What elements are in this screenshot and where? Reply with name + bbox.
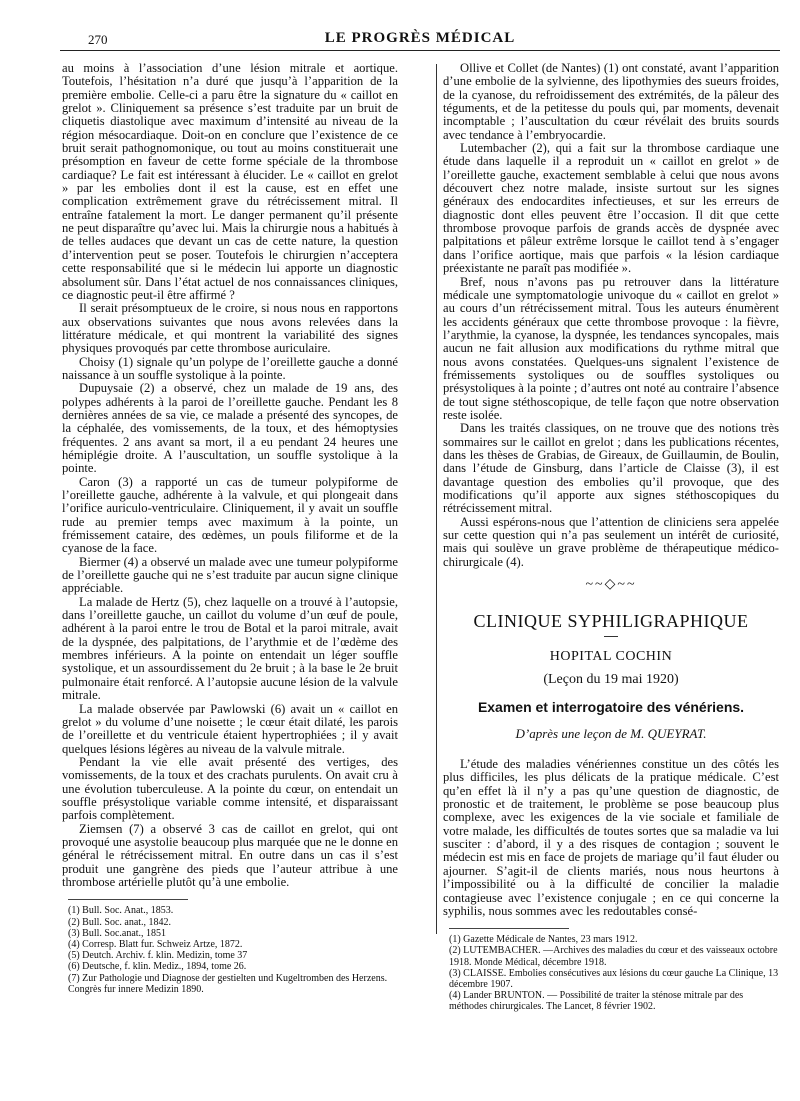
lecon-date: (Leçon du 19 mai 1920)	[543, 672, 679, 688]
paragraph: Pendant la vie elle avait présenté des vertiges, des vomissements, de la toux et des crachats purulents. On avait cru à une évolution tuberculeuse. A la pointe du cœur, on entendait un souffle présystolique variable comme intensité, et disparaissant parfois complètement.	[62, 754, 398, 823]
footnote: (2) LUTEMBACHER. —Archives des maladies du cœur et des vaisseaux octobre 1918. Monde Médical, décembre 1918.	[449, 945, 778, 968]
paragraph: La malade de Hertz (5), chez laquelle on a trouvé à l’autopsie, dans l’oreillette gauche, un caillot du volume d’un œuf de poule, adhérent à la paroi entre le trou de Botal et la paroi mitrale, avait de la dyspnée, des palpitations, de l’arythmie et de l’œdème des membres inférieurs. A la pointe on entendait un léger souffle systolique, et un assourdissement du 2e bruit ; à la base le 2e bruit pulmonaire était renforcé. A l’autopsie aucune lésion de la valvule mitrale.	[62, 594, 398, 703]
paragraph: Lutembacher (2), qui a fait sur la thrombose cardiaque une étude dans laquelle il a reproduit un « caillot en grelot » de l’oreillette gauche, exactement semblable à celui que nous avons découvert chez notre malade, insiste surtout sur les signes généraux des endocardites infectieuses, et sur les erreurs de diagnostic dont elles peuvent être l’occasion. Il dit que cette thrombose provoque parfois de grands accès de dyspnée avec palpitations et pâleur extrême lorsque le caillot tend à s’engager dans l’orifice aortique, mais que parfois « la lésion cardiaque préexistante ne paraît pas modifiée ».	[443, 141, 779, 276]
footnote: (5) Deutch. Archiv. f. klin. Medizin, tome 37	[68, 950, 248, 962]
footnote: (6) Deutsche, f. klin. Mediz., 1894, tome 26.	[68, 961, 247, 973]
footnote: (7) Zur Pathologie und Diagnose der gestielten und Kugeltromben des Herzens. Congrès fur innere Medizin 1890.	[68, 972, 388, 995]
paragraph: Biermer (4) a observé un malade avec une tumeur polypiforme de l’oreillette gauche qui ne s’est traduite par aucun signe clinique appréciable.	[62, 554, 398, 596]
article-subject: Examen et interrogatoire des vénériens.	[477, 699, 745, 716]
paragraph: Il serait présomptueux de le croire, si nous nous en rapportons aux observations suivantes que nous avons relevées dans la littérature médicale, et qui montrent la variabilité des signes physiques provoqués par cette thrombose auriculaire.	[62, 301, 398, 356]
left-column	[62, 62, 398, 1087]
section-title: CLINIQUE SYPHILIGRAPHIQUE	[473, 611, 749, 632]
page-number: 270	[88, 32, 108, 47]
journal-title: LE PROGRÈS MÉDICAL	[324, 30, 516, 46]
title-dash	[604, 636, 618, 637]
footnote-rule	[449, 928, 569, 929]
lecon-attribution: D’après une leçon de M. QUEYRAT.	[515, 726, 707, 742]
paragraph: Caron (3) a rapporté un cas de tumeur polypiforme de l’oreillette gauche, adhérente à la valvule, et qui plongeait dans l’orifice auriculo-ventriculaire. Cliniquement, il y avait un souffle rude au premier temps avec maximum à la pointe, un frémissement cataire, des œdèmes, un pouls filiforme et de la cyanose de la face.	[62, 474, 398, 556]
paragraph: L’étude des maladies vénériennes constitue un des côtés les plus difficiles, les plus délicats de la pratique médicale. C’est qu’en effet là il n’y a pas qu’une question de diagnostic, de pronostic et de traitement, le problème se pose beaucoup plus complexe, avec les exigences de la vie sociale et familiale de votre malade, les difficultés de toutes sortes que sa maladie va lui susciter : d’abord, il y a des risques de contagion ; souvent le médecin est mis en face de projets de mariage qu’il faut éluder ou ajourner. S’agit-il de clients mariés, nous nous heurtons à l’impossibilité ou à la difficulté de concilier la maladie contagieuse avec l’existence conjugale ; en ce qui concerne la syphilis, nous sommes avec les redoutables consé-	[443, 757, 779, 918]
hospital-name: HOPITAL COCHIN	[549, 649, 673, 665]
paragraph: Dupuysaie (2) a observé, chez un malade de 19 ans, des polypes adhérents à la paroi de l’oreillette gauche. Pendant les 8 dernières années de sa vie, ce malade a présenté des syncopes, de la céphalée, des vomissements, de la toux, et des hémoptysies fréquentes. 2 ans avant sa mort, il a eu pendant 24 heures une hémiplégie droite. A l’auscultation, un souffle systolique à la pointe.	[62, 381, 398, 476]
footnote: (3) CLAISSE. Embolies consécutives aux lésions du cœur gauche La Clinique, 13 décembre 1907.	[449, 967, 779, 990]
footnote-rule	[68, 899, 188, 900]
page-header	[60, 28, 780, 51]
footnote: (1) Gazette Médicale de Nantes, 23 mars 1912.	[449, 934, 638, 946]
paragraph: Ziemsen (7) a observé 3 cas de caillot en grelot, qui ont provoqué une asystolie beaucoup plus marquée que ne le donne en général le rétrécissement mitral. En outre dans un cas il s’est produit une gangrène des pieds que l’auteur attribue à une thrombose artérielle plutôt qu’à une embolie.	[62, 821, 398, 889]
footnote: (4) Corresp. Blatt fur. Schweiz Artze, 1872.	[68, 938, 243, 950]
paragraph: Aussi espérons-nous que l’attention de cliniciens sera appelée sur cette question qui n’a pas seulement un intérêt de curiosité, mais qui soulève un grave problème de thérapeutique médico-chirurgicale (4).	[443, 514, 779, 569]
right-column	[443, 62, 779, 1087]
footnote: (4) Lander BRUNTON. — Possibilité de traiter la sténose mitrale par des méthodes chirurgicales. The Lancet, 8 février 1902.	[449, 990, 744, 1013]
section-separator-ornament: ~~◇~~	[585, 577, 637, 593]
footnote: (2) Bull. Soc. anat., 1842.	[68, 916, 172, 928]
footnote: (3) Bull. Soc.anat., 1851	[68, 927, 167, 939]
paragraph: Bref, nous n’avons pas pu retrouver dans la littérature médicale une symptomatologie univoque du « caillot en grelot » au cours d’un rétrécissement mitral. Tous les auteurs énumèrent les accidents généraux que cette thrombose provoque : la fièvre, l’arythmie, la cyanose, la dyspnée, les tendances syncopales, mais aucun ne fait allusion aux modifications du rythme mitral que nous avons constatées. Quelques-uns signalent l’existence de frémissements systoliques ou de souffles systoliques ou présystoliques à la pointe ; d’autres ont noté au contraire l’absence de tout signe stéthoscopique, de telle façon que notre observation reste isolée.	[443, 274, 779, 422]
paragraph: La malade observée par Pawlowski (6) avait un « caillot en grelot » du volume d’une noisette ; le cœur était dilaté, les parois de l’oreillette et du ventricule étaient hypertrophiées ; il y avait quelques lésions légères au niveau de la valvule mitrale.	[62, 701, 398, 756]
paragraph: Dans les traités classiques, on ne trouve que des notions très sommaires sur le caillot en grelot ; dans les publications récentes, dans les thèses de Grabias, de Gireaux, de Guillaumin, de Boulin, dans l’étude de Ginsburg, dans l’article de Claisse (3), il est davantage question des embolies qu’il provoque, que des modifications qu’il apporte aux signes stéthoscopiques du rétrécissement mitral.	[443, 421, 779, 516]
paragraph: au moins à l’association d’une lésion mitrale et aortique. Toutefois, l’hésitation n’a duré que jusqu’à l’apparition de la première embolie. Celle-ci a paru être la signature du « caillot en grelot ». Cliniquement sa présence s’est traduite par un bruit de cliquetis diastolique avec maximum d’intensité au niveau de la région mésocardiaque. Doit-on en conclure que l’existence de ce bruit serait pathognomonique, ou tout au moins constituerait une présomption en faveur de cette forme spéciale de la thrombose cardiaque? Le fait est intéressant à élucider. Le « caillot en grelot » par les embolies dont il est la cause, est en effet une complication extrêmement grave du rétrécissement mitral. Il entraîne fatalement la mort. Le danger permanent qu’il présente ne peut disparaître qu’avec lui. Mais la chirurgie nous a habitués à de telles audaces que devant un cas de cette nature, la question d’intervention peut se poser. Toutefois le chirurgien n’acceptera cette responsabilité que si le médecin lui apporte un diagnostic absolument sûr. Dans l’état actuel de nos connaissances cliniques, ce diagnostic peut-il être affirmé ?	[62, 62, 398, 302]
footnote: (1) Bull. Soc. Anat., 1853.	[68, 905, 174, 917]
paragraph: Choisy (1) signale qu’un polype de l’oreillette gauche a donné naissance à un souffle systolique à la pointe.	[62, 354, 398, 382]
column-divider	[436, 64, 437, 934]
paragraph: Ollive et Collet (de Nantes) (1) ont constaté, avant l’apparition d’une embolie de la sylvienne, des lipothymies des sueurs froides, de la cyanose, du refroidissement des extrémités, de la pâleur des téguments, et de la petitesse du pouls qui, par moments, devenait incomptable ; l’auscultation du cœur révélait des bruits sourds avec tendance à l’embryocardie.	[443, 62, 779, 142]
